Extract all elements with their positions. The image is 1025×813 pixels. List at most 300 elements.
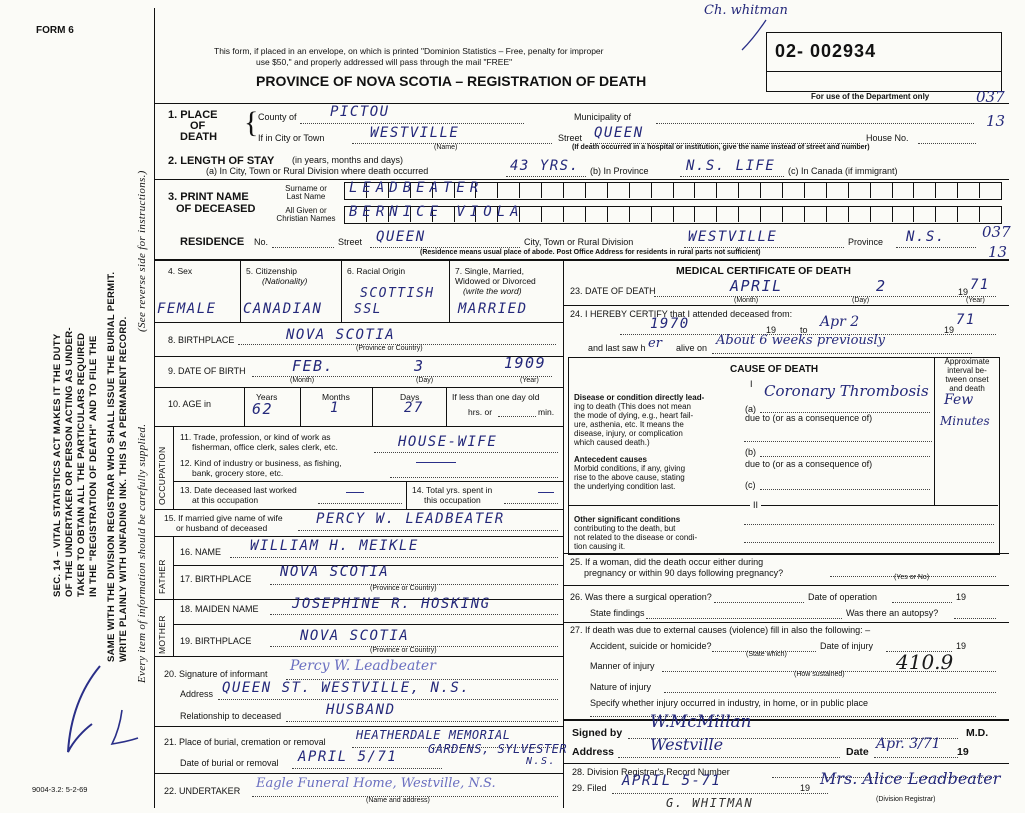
- mother-birthplace-value: NOVA SCOTIA: [300, 628, 410, 644]
- total-yrs-label: [412, 485, 492, 505]
- sex-label: 4. Sex: [168, 266, 193, 276]
- antecedent-3: rise to the above cause, stating: [574, 473, 685, 482]
- sig-date: Apr. 3/71: [876, 736, 941, 752]
- stay-a-value: 43 YRS.: [510, 158, 580, 174]
- rule-after-23: [563, 305, 1009, 306]
- last-worked-line: [318, 503, 402, 504]
- marital-label-3: (write the word): [463, 286, 522, 296]
- q25-label: [570, 557, 783, 579]
- occupation-side-label: OCCUPATION: [157, 446, 167, 505]
- grid-cell-divider: [541, 206, 542, 222]
- rule-after-12: [173, 481, 563, 482]
- grid-cell-divider: [716, 182, 717, 198]
- grid-cell-divider: [979, 206, 980, 222]
- op-date-line: [892, 602, 952, 603]
- q25-1: 25. If a woman, did the death occur either during: [570, 557, 764, 567]
- dob-month: FEB.: [292, 357, 335, 375]
- findings-line: [646, 618, 842, 619]
- rule-after-26: [563, 622, 1009, 623]
- county-line: [300, 123, 524, 124]
- approx-1: Approximate: [944, 357, 990, 366]
- yes-no: (Yes or No): [894, 574, 930, 581]
- grid-cell-divider: [782, 206, 783, 222]
- accident-label: Accident, suicide or homicide?: [590, 641, 712, 651]
- grid-cell-divider: [585, 206, 586, 222]
- trade-label: [180, 432, 338, 452]
- interval-header: [937, 357, 997, 393]
- due-to-a: due to (or as a consequence of): [745, 413, 873, 423]
- grid-cell-divider: [957, 206, 958, 222]
- other-line-1: [744, 524, 994, 525]
- residence-street-label: Street: [338, 237, 363, 247]
- grid-cell-divider: [673, 206, 674, 222]
- disease-label-1: Disease or condition directly lead-: [574, 393, 705, 402]
- certify-19-a: 19: [766, 325, 777, 335]
- grid-cell-divider: [519, 182, 520, 198]
- burial-place-label: 21. Place of burial, cremation or removal: [164, 737, 326, 747]
- trade-label-1: 11. Trade, profession, or kind of work as: [180, 432, 331, 442]
- grid-cell-divider: [913, 206, 914, 222]
- father-birthplace-label: 17. BIRTHPLACE: [180, 574, 252, 584]
- city-label: If in City or Town: [258, 133, 325, 143]
- specify-label: Specify whether injury occurred in industry, in home, or in public place: [590, 698, 868, 708]
- cause-c-line: [760, 489, 930, 490]
- industry-label-2: bank, grocery store, etc.: [192, 468, 284, 478]
- stay-b-label: (b) In Province: [590, 166, 649, 176]
- v-5-6: [341, 259, 342, 323]
- rule-after-20: [154, 726, 563, 727]
- grid-cell-divider: [563, 206, 564, 222]
- antecedent-4: the underlying condition last.: [574, 482, 676, 491]
- sig-address: Westville: [650, 735, 724, 754]
- v-interval: [934, 357, 935, 505]
- v-age-3: [372, 387, 373, 427]
- rule-after-10: [154, 426, 563, 427]
- grid-cell-divider: [892, 206, 893, 222]
- how-sustained: (How sustained): [794, 671, 845, 678]
- nature-line: [664, 692, 996, 693]
- grid-cell-divider: [826, 182, 827, 198]
- filed-date: APRIL 5-71: [622, 773, 722, 789]
- rule-before-signature: [563, 719, 1009, 721]
- residence-city-value: WESTVILLE: [688, 229, 778, 245]
- rule-after-8: [154, 356, 563, 357]
- mailing-notice-1: This form, if placed in an envelope, on which is printed "Dominion Statistics – Free, penalty for improper: [214, 46, 604, 56]
- place-label-3: DEATH: [180, 131, 218, 143]
- q26-label: 26. Was there a surgical operation?: [570, 592, 712, 602]
- grid-cell-divider: [716, 206, 717, 222]
- v-13-14: [406, 481, 407, 510]
- sig-date-label: Date: [846, 746, 869, 758]
- form-left-border: [154, 8, 155, 808]
- burial-date-line: [292, 768, 442, 769]
- side-line-7: Every item of information should be carefully supplied.: [136, 423, 148, 683]
- certify-to: to: [800, 325, 808, 335]
- op-date-label: Date of operation: [808, 592, 878, 602]
- margin-check-mark: [40, 660, 140, 760]
- total-yrs-label-2: this occupation: [424, 495, 481, 505]
- trade-value: HOUSE-WIFE: [398, 434, 498, 450]
- side-line-1: SEC. 14 – VITAL STATISTICS ACT MAKES IT THE DUTY: [52, 333, 63, 597]
- rule-after-15: [154, 536, 563, 537]
- burial-place-3: N.S.: [526, 756, 557, 767]
- stay-a-line: [506, 176, 586, 177]
- side-line-8: (See reverse side for instructions.): [136, 170, 148, 332]
- undertaker-caption: (Name and address): [366, 797, 430, 804]
- grid-cell-divider: [607, 182, 608, 198]
- dob-year-caption: (Year): [520, 377, 539, 384]
- death-year-prefix: 19: [958, 287, 969, 297]
- mother-maiden-value: JOSEPHINE R. HOSKING: [292, 596, 491, 612]
- grid-cell-divider: [673, 182, 674, 198]
- father-birthplace-caption: (Province or Country): [370, 585, 437, 592]
- sig-address-label: Address: [572, 746, 615, 758]
- margin-code-3: 037: [982, 223, 1011, 241]
- other-4: tion causing it.: [574, 542, 626, 551]
- certify-label: 24. I HEREBY CERTIFY that I attended deceased from:: [570, 309, 793, 319]
- informant-signature: Percy W. Leadbeater: [290, 658, 436, 674]
- city-value: WESTVILLE: [370, 125, 460, 141]
- q29-label: 29. Filed: [572, 783, 607, 793]
- last-worked-label-1: 13. Date deceased last worked: [180, 485, 297, 495]
- undertaker-label: 22. UNDERTAKER: [164, 786, 241, 796]
- min-line: [498, 416, 536, 417]
- surname-label-2: Last Name: [286, 192, 326, 202]
- spouse-line: [298, 530, 558, 531]
- municipality-line: [656, 123, 974, 124]
- city-name-caption: (Name): [434, 144, 458, 151]
- last-worked-label: [180, 485, 297, 505]
- residence-no-label: No.: [254, 237, 269, 247]
- alive-line: [712, 353, 972, 354]
- surname-label-1: Surname or: [285, 184, 327, 193]
- registration-number-box: [766, 32, 1002, 92]
- other-label: [574, 515, 697, 551]
- residence-note: (Residence means usual place of abode. Post Office Address for residents in rural parts not sufficient): [420, 249, 761, 256]
- disease-label: [574, 393, 704, 447]
- header-rule: [154, 103, 1009, 104]
- due-to-b: due to (or as a consequence of): [745, 459, 873, 469]
- sig-address-line: [618, 757, 840, 758]
- q29-line: [612, 793, 828, 794]
- side-line-4: IN THE "REGISTRATION OF DEATH" AND TO FILE THE: [88, 335, 99, 597]
- certify-19-b: 19: [944, 325, 955, 335]
- injury-date-label: Date of injury: [820, 641, 874, 651]
- min-label: min.: [538, 407, 555, 417]
- top-handwriting: Ch. whitman: [704, 3, 788, 18]
- rule-after-9: [154, 387, 563, 388]
- surname-label: [276, 185, 336, 202]
- op-19: 19: [956, 592, 967, 602]
- dob-label: 9. DATE OF BIRTH: [168, 366, 246, 376]
- rule-after-14: [154, 509, 563, 510]
- sig-date-line: [874, 757, 958, 758]
- racial-value-1: SCOTTISH: [360, 286, 435, 301]
- grid-cell-divider: [848, 182, 849, 198]
- grid-cell-divider: [826, 206, 827, 222]
- cause-code: 410.9: [896, 650, 954, 674]
- county-label: County of: [258, 112, 297, 122]
- marital-label-1: 7. Single, Married,: [455, 266, 524, 276]
- place-label-1: 1. PLACE: [168, 109, 218, 121]
- stay-b-value: N.S. LIFE: [686, 158, 776, 174]
- interval-a-2: Minutes: [940, 414, 990, 428]
- print-name-label: [168, 191, 255, 215]
- disease-label-2: ing to death (This does not mean: [574, 402, 691, 411]
- md-label: M.D.: [966, 727, 989, 739]
- undertaker-value: Eagle Funeral Home, Westville, N.S.: [256, 776, 496, 791]
- stay-a-label: (a) In City, Town or Rural Division where death occurred: [206, 166, 429, 176]
- other-1: Other significant conditions: [574, 515, 681, 524]
- state-findings: State findings: [590, 608, 645, 618]
- rule-after-19: [154, 656, 563, 657]
- industry-label: [180, 458, 342, 478]
- antecedent-1: Antecedent causes: [574, 455, 647, 464]
- grid-cell-divider: [651, 182, 652, 198]
- print-name-label-1: 3. PRINT NAME: [168, 191, 249, 203]
- registrar-signature: Mrs. Alice Leadbeater: [820, 769, 1001, 788]
- marital-value: MARRIED: [458, 301, 528, 317]
- given-label: [270, 207, 342, 224]
- grid-cell-divider: [738, 182, 739, 198]
- dob-day-caption: (Day): [416, 377, 434, 384]
- death-date-label: 23. DATE OF DEATH: [570, 286, 656, 296]
- spouse-value: PERCY W. LEADBEATER: [316, 511, 505, 527]
- form-number: FORM 6: [36, 25, 74, 36]
- grid-cell-divider: [804, 206, 805, 222]
- length-of-stay-sub: (in years, months and days): [292, 155, 404, 165]
- last-saw-label: and last saw h: [588, 343, 646, 353]
- street-value: QUEEN: [594, 125, 644, 141]
- citizenship-sub: (Nationality): [262, 276, 308, 286]
- v-father: [173, 536, 174, 600]
- physician-signature: W.McMillan: [650, 712, 752, 732]
- medical-header: MEDICAL CERTIFICATE OF DEATH: [676, 265, 851, 277]
- stay-c-label: (c) In Canada (if immigrant): [788, 166, 898, 176]
- industry-label-1: 12. Kind of industry or business, as fishing,: [180, 458, 342, 468]
- place-of-death-label: [168, 110, 218, 143]
- grid-cell-divider: [892, 182, 893, 198]
- disease-label-3: the mode of dying, e.g., heart fail-: [574, 411, 694, 420]
- antecedent-2: Morbid conditions, if any, giving: [574, 464, 686, 473]
- birthplace-label: 8. BIRTHPLACE: [168, 335, 235, 345]
- side-line-5: SAME WITH THE DIVISION REGISTRAR WHO SHALL ISSUE THE BURIAL PERMIT.: [106, 271, 117, 662]
- v-age-1: [244, 387, 245, 427]
- disease-label-4: ure, asthenia, etc. It means the: [574, 420, 684, 429]
- grid-cell-divider: [738, 206, 739, 222]
- side-line-2: OF THE UNDERTAKER OR PERSON ACTING AS UNDER-: [64, 327, 75, 597]
- municipality-label: Municipality of: [574, 112, 632, 122]
- injury-19: 19: [956, 641, 967, 651]
- q28-label: 28. Division Registrar's Record Number: [572, 767, 730, 777]
- given-value: BERNICE VIOLA: [349, 204, 524, 220]
- less-than-day: If less than one day old: [452, 392, 540, 402]
- residence-street-value: QUEEN: [376, 229, 426, 245]
- approx-3: tween onset: [945, 375, 989, 384]
- sex-value: FEMALE: [157, 301, 217, 317]
- registrar-caption: (Division Registrar): [876, 796, 936, 803]
- autopsy-line: [954, 618, 996, 619]
- given-label-2: Christian Names: [276, 214, 336, 224]
- bottom-handwriting: G. WHITMAN: [666, 796, 754, 810]
- margin-code-2: 13: [986, 112, 1006, 130]
- industry-dash: [416, 462, 456, 463]
- informant-sig-label: 20. Signature of informant: [164, 669, 268, 679]
- nature-label: Nature of injury: [590, 682, 652, 692]
- citizenship-label: 5. Citizenship: [246, 266, 298, 276]
- other-3: not related to the disease or condi-: [574, 533, 698, 542]
- autopsy-label: Was there an autopsy?: [846, 608, 939, 618]
- death-year: 71: [970, 277, 990, 293]
- antecedent-label: [574, 455, 685, 491]
- cause-a-value: Coronary Thrombosis: [764, 382, 929, 400]
- birthplace-caption: (Province or Country): [356, 345, 423, 352]
- burial-date-label: Date of burial or removal: [180, 758, 279, 768]
- surname-value: LEADBEATER: [349, 180, 484, 196]
- mother-side-label: MOTHER: [157, 615, 167, 654]
- relationship-line: [286, 721, 558, 722]
- grid-cell-divider: [629, 182, 630, 198]
- roman-two: II: [750, 501, 761, 510]
- last-worked-dash: [346, 492, 364, 493]
- father-name-line: [230, 557, 558, 558]
- certify-to-date: Apr 2: [820, 314, 860, 330]
- grid-cell-divider: [913, 182, 914, 198]
- residence-city-line: [684, 247, 844, 248]
- grid-cell-divider: [760, 206, 761, 222]
- father-name-label: 16. NAME: [180, 547, 222, 557]
- informant-address-line: [218, 699, 558, 700]
- rule-after-18: [173, 624, 563, 625]
- total-yrs-line: [504, 503, 558, 504]
- grid-cell-divider: [563, 182, 564, 198]
- informant-address-label: Address: [180, 689, 214, 699]
- dob-day: 3: [414, 357, 425, 375]
- dob-year: 1909: [504, 354, 547, 372]
- burial-place-1: HEATHERDALE MEMORIAL: [356, 728, 511, 742]
- last-saw-fill: er: [648, 336, 662, 351]
- side-line-6: WRITE PLAINLY WITH UNFADING INK. THIS IS A PERMANENT RECORD.: [118, 316, 129, 662]
- grid-cell-divider: [782, 182, 783, 198]
- death-day: 2: [876, 277, 887, 295]
- q26-line: [714, 602, 804, 603]
- grid-cell-divider: [935, 206, 936, 222]
- roman-one: I: [750, 379, 753, 389]
- grid-cell-divider: [848, 206, 849, 222]
- cause-b-label: (b): [745, 447, 756, 457]
- stay-b-line: [680, 176, 784, 177]
- mother-birthplace-label: 19. BIRTHPLACE: [180, 636, 252, 646]
- residence-label: RESIDENCE: [180, 236, 245, 248]
- q27-label: 27. If death was due to external causes (violence) fill in also the following: –: [570, 625, 871, 635]
- grid-cell-divider: [585, 182, 586, 198]
- death-month-caption: (Month): [734, 297, 759, 304]
- grid-cell-divider: [870, 206, 871, 222]
- v-6-7: [449, 259, 450, 323]
- racial-value-2: SSL: [354, 302, 382, 317]
- manner-label: Manner of injury: [590, 661, 655, 671]
- total-yrs-label-1: 14. Total yrs. spent in: [412, 485, 493, 495]
- place-label-2: OF: [190, 120, 206, 132]
- mailing-notice-2: use $50," and properly addressed will pass through the mail "FREE": [256, 57, 513, 67]
- dept-use-note: For use of the Department only: [811, 92, 930, 101]
- center-divider: [563, 259, 564, 808]
- house-line: [918, 143, 976, 144]
- racial-label: 6. Racial Origin: [347, 266, 406, 276]
- street-label: Street: [558, 133, 583, 143]
- disease-label-6: which caused death.): [574, 438, 650, 447]
- state-which: (State which): [746, 651, 787, 658]
- death-date-line: [654, 296, 996, 297]
- print-name-label-2: OF DECEASED: [176, 203, 256, 215]
- death-day-caption: (Day): [852, 297, 870, 304]
- relationship-label: Relationship to deceased: [180, 711, 282, 721]
- filed-19: 19: [800, 783, 811, 793]
- cause-b-line: [760, 456, 930, 457]
- hospital-note: (If death occurred in a hospital or institution, give the name instead of street and number): [572, 144, 870, 151]
- disease-label-5: disease, injury, or complication: [574, 429, 683, 438]
- grid-cell-divider: [629, 206, 630, 222]
- rule-before-II: [568, 505, 998, 506]
- grid-cell-divider: [760, 182, 761, 198]
- grid-cell-divider: [607, 206, 608, 222]
- house-label: House No.: [866, 133, 909, 143]
- trade-label-2: fisherman, office clerk, sales clerk, etc.: [192, 442, 338, 452]
- burial-place-2: GARDENS, SYLVESTER: [428, 742, 568, 756]
- mother-maiden-label: 18. MAIDEN NAME: [180, 604, 259, 614]
- other-2: contributing to the death, but: [574, 524, 676, 533]
- grid-cell-divider: [541, 182, 542, 198]
- death-month: APRIL: [730, 277, 783, 295]
- side-line-3: TAKER TO OBTAIN ALL THE PARTICULARS REQUIRED: [76, 332, 87, 597]
- residence-no-line: [272, 247, 334, 248]
- age-years-caption: Years: [256, 392, 278, 402]
- v-4-5: [240, 259, 241, 323]
- age-label: 10. AGE in: [168, 399, 212, 409]
- q25-2: pregnancy or within 90 days following pregnancy?: [584, 568, 784, 578]
- rule-after-21: [154, 773, 563, 774]
- age-years-value: 62: [252, 400, 274, 418]
- margin-code-1: 037: [976, 88, 1005, 106]
- hrs-or: hrs. or: [468, 407, 493, 417]
- grid-cell-divider: [804, 182, 805, 198]
- v-occupation: [173, 426, 174, 510]
- grid-cell-divider: [979, 182, 980, 198]
- v-age-4: [446, 387, 447, 427]
- age-months-caption: Months: [322, 392, 350, 402]
- mother-maiden-line: [270, 614, 558, 615]
- spouse-label: [164, 513, 283, 533]
- residence-province-line: [896, 247, 976, 248]
- alive-on: alive on: [676, 343, 708, 353]
- residence-street-line: [370, 247, 520, 248]
- grid-cell-divider: [935, 182, 936, 198]
- margin-code-4: 13: [988, 243, 1008, 261]
- interval-a-1: Few: [944, 392, 974, 408]
- v-age-2: [300, 387, 301, 427]
- spouse-label-1: 15. If married give name of wife: [164, 513, 283, 523]
- age-days-value: 27: [404, 400, 424, 416]
- brace: {: [244, 106, 259, 139]
- last-worked-label-2: at this occupation: [192, 495, 259, 505]
- grid-cell-divider: [497, 182, 498, 198]
- rule-before-25: [563, 553, 1009, 554]
- death-year-caption: (Year): [966, 297, 985, 304]
- spouse-label-2: or husband of deceased: [176, 523, 268, 533]
- marital-label: [455, 266, 536, 296]
- alive-value: About 6 weeks previously: [716, 333, 885, 348]
- cause-a-label: (a): [745, 404, 756, 414]
